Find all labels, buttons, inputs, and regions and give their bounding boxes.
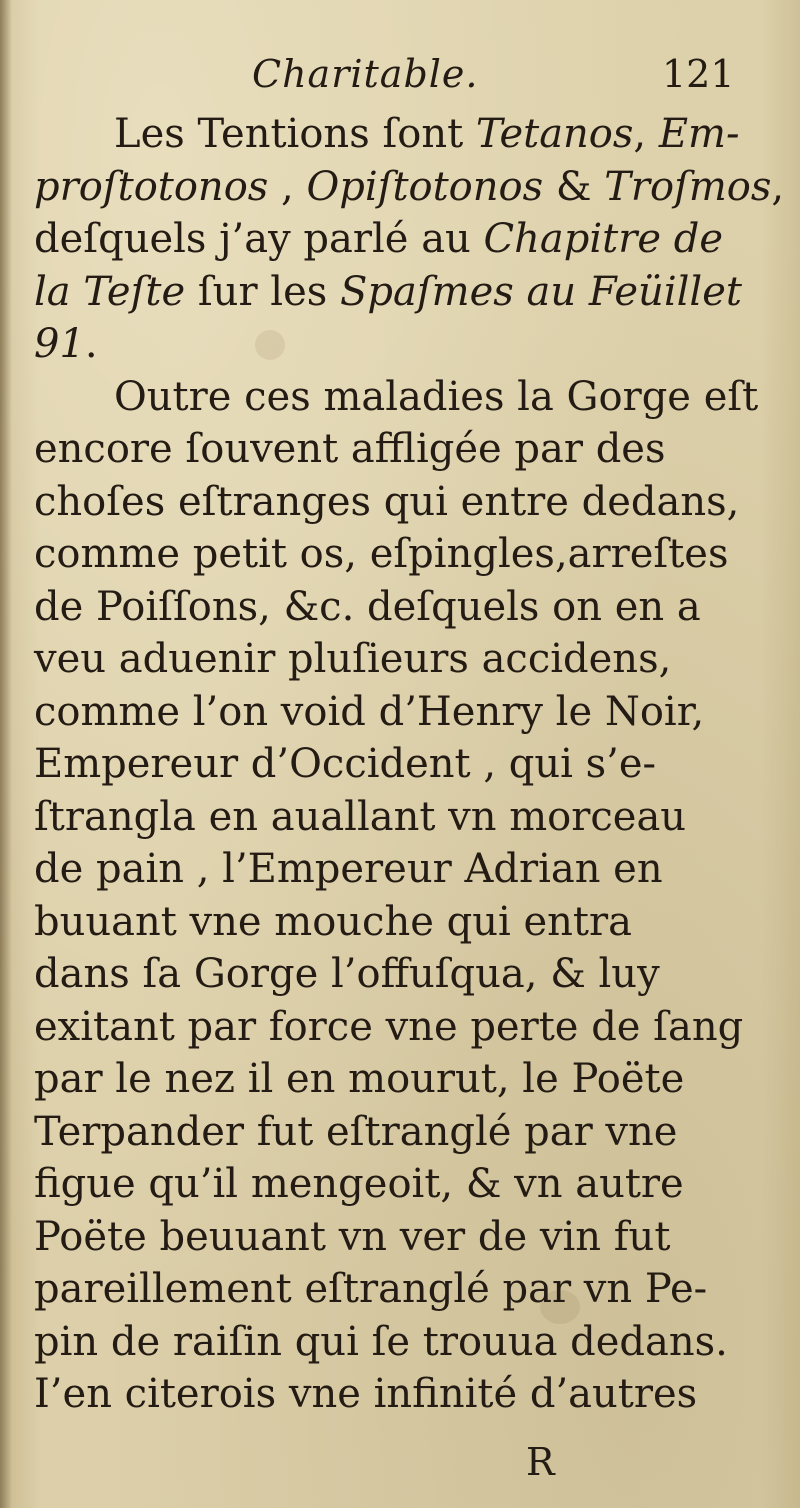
signature-mark: R (526, 1440, 555, 1484)
text-line: la Teſte ſur les Spaſmes au Feüillet (34, 268, 742, 315)
text-line: de pain , l’Empereur Adrian en (34, 846, 663, 892)
running-head: Charitable. (252, 52, 479, 96)
text-line: pareillement eſtranglé par vn Pe- (34, 1266, 708, 1312)
text-line: ſtrangla en auallant vn morceau (34, 793, 687, 840)
text-line: Poëte beuuant vn ver de vin fut (34, 1213, 671, 1260)
text-line: comme petit os, eſpingles,arreſtes (34, 531, 729, 577)
italic-text: proſtotonos (34, 163, 269, 210)
text-line: exitant par force vne perte de ſang (34, 1003, 744, 1050)
italic-text: Em- (658, 111, 740, 157)
italic-text: Opiſtotonos (306, 163, 544, 210)
page-number: 121 (662, 52, 735, 96)
text-line: choſes eſtranges qui entre dedans, (34, 478, 740, 525)
italic-text: Chapitre de (483, 216, 723, 262)
text-line: proſtotonos , Opiſtotonos & Troſmos, (34, 163, 785, 210)
page-footer (0, 1440, 800, 1490)
text-line: I’en citerois vne infinité d’autres (34, 1371, 698, 1417)
page-header (0, 52, 800, 112)
text-line: par le nez il en mourut, le Poëte (34, 1056, 685, 1102)
text-line: deſquels j’ay parlé au Chapitre de (34, 216, 723, 262)
body-text (34, 108, 785, 1421)
italic-text: 91 (34, 321, 85, 367)
italic-text: Tetanos (475, 111, 634, 157)
text-line: comme l’on void d’Henry le Noir, (34, 688, 705, 735)
text-line: Empereur d’Occident , qui s’e- (34, 741, 657, 787)
text-line: de Poiſſons, &c. deſquels on en a (34, 583, 701, 630)
page-gutter-shadow (0, 0, 12, 1508)
text-line: pin de raiſin qui ſe trouua dedans. (34, 1318, 728, 1365)
text-line: veu aduenir pluſieurs accidens, (34, 636, 672, 682)
text-line: 91. (34, 321, 98, 367)
italic-text: Spaſmes au Feüillet (339, 268, 742, 315)
text-line: Les Tentions ſont Tetanos, Em- (114, 111, 740, 157)
italic-text: la Teſte (34, 268, 186, 315)
italic-text: Troſmos (604, 163, 772, 210)
text-line: figue qu’il mengeoit, & vn autre (34, 1161, 684, 1207)
text-line: buuant vne mouche qui entra (34, 898, 632, 945)
text-line: Outre ces maladies la Gorge eſt (114, 373, 759, 420)
text-line: Terpander fut eſtranglé par vne (34, 1108, 678, 1155)
text-line: dans ſa Gorge l’offuſqua, & luy (34, 951, 660, 997)
text-line: encore ſouvent affligée par des (34, 426, 666, 472)
